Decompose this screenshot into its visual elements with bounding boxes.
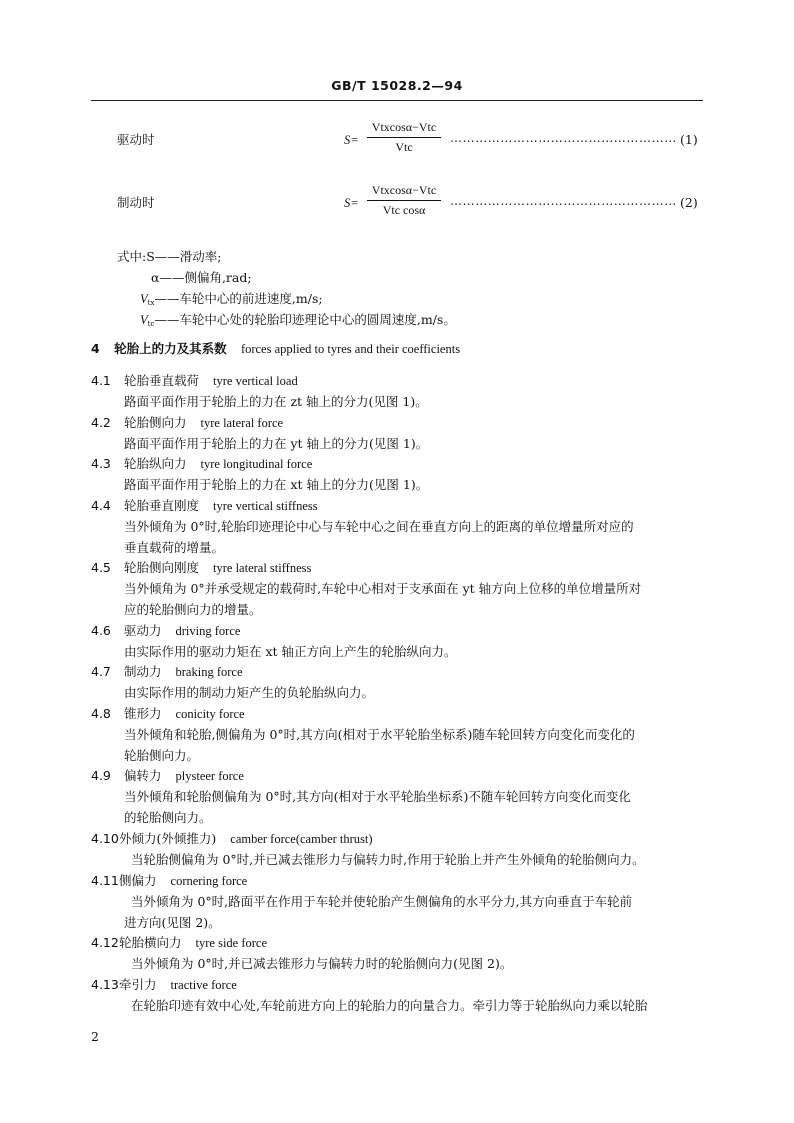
term-description-line: 路面平面作用于轮胎上的力在 yt 轴上的分力(见图 1)。 <box>124 436 429 451</box>
section-4-title-en: forces applied to tyres and their coefficients <box>240 342 461 356</box>
term-description-line: 当轮胎侧偏角为 0°时,并已减去锥形力与偏转力时,作用于轮胎上并产生外倾角的轮胎侧向力。 <box>131 852 645 867</box>
term-title <box>124 413 283 433</box>
term-title-en: tractive force <box>170 978 237 992</box>
term-description-line: 在轮胎印迹有效中心处,车轮前进方向上的轮胎力的向量合力。牵引力等于轮胎纵向力乘以轮胎 <box>131 998 648 1013</box>
eq2-number: (2) <box>680 195 698 210</box>
term-description-line: 当外倾角为 0°并承受规定的载荷时,车轮中心相对于支承面在 yt 轴方向上位移的单位增量所对 <box>124 581 642 596</box>
term-title-cn: 轮胎侧向刚度 <box>124 560 200 575</box>
term-title-cn: 侧偏力 <box>119 873 157 888</box>
term-number: 4.6 <box>91 623 111 638</box>
term-number: 4.3 <box>91 456 111 471</box>
term-description-line: 由实际作用的驱动力矩在 xt 轴正方向上产生的轮胎纵向力。 <box>124 644 457 659</box>
term-heading <box>91 704 111 724</box>
eq1-leader: ……………………………………………… <box>450 131 677 145</box>
term-heading <box>91 496 111 516</box>
header-rule <box>91 100 703 101</box>
symbol-list-s <box>117 247 222 267</box>
eq1-numerator: Vtxcosα−Vtc <box>371 120 437 134</box>
symbol-vtc: ——车轮中心处的轮胎印迹理论中心的圆周速度,m/s。 <box>154 312 456 327</box>
term-title-cn: 轮胎垂直载荷 <box>124 373 200 388</box>
eq2-lhs: S= <box>344 196 359 210</box>
term-title-cn: 外倾力(外倾推力) <box>119 831 217 846</box>
term-heading <box>91 558 111 578</box>
eq2-fraction <box>367 183 441 223</box>
term-description-line: 当外倾角为 0°时,轮胎印迹理论中心与车轮中心之间在垂直方向上的距离的单位增量所对应的 <box>124 519 634 534</box>
eq1-fraction <box>367 120 441 160</box>
eq2-fraction-bar <box>367 200 441 201</box>
term-title <box>124 371 298 391</box>
term-description-line: 轮胎侧向力。 <box>124 748 200 763</box>
eq1-fraction-bar <box>367 137 441 138</box>
term-title-en: braking force <box>175 665 243 679</box>
term-heading <box>91 371 111 391</box>
term-heading <box>91 454 111 474</box>
term-number: 4.7 <box>91 664 111 679</box>
term-heading <box>91 621 111 641</box>
term-description-line: 当外倾角和轮胎侧偏角为 0°时,其方向(相对于水平轮胎坐标系)不随车轮回转方向变化而变化 <box>124 789 631 804</box>
term-title <box>124 704 245 724</box>
section-4-number: 4 <box>91 341 100 356</box>
term-title-cn: 轮胎侧向力 <box>124 415 187 430</box>
term-title <box>124 496 318 516</box>
term-title <box>124 766 244 786</box>
term-description-line: 当外倾角和轮胎,侧偏角为 0°时,其方向(相对于水平轮胎坐标系)随车轮回转方向变化而变化的 <box>124 727 635 742</box>
term-number: 4.11 <box>91 873 119 888</box>
eq2-numerator: Vtxcosα−Vtc <box>371 183 437 197</box>
term-title-en: tyre longitudinal force <box>200 457 313 471</box>
term-title-en: cornering force <box>170 874 248 888</box>
section-4-title-cn: 轮胎上的力及其系数 <box>114 341 227 356</box>
term-heading <box>91 413 111 433</box>
term-title-en: tyre side force <box>195 936 268 950</box>
term-title-en: tyre lateral force <box>200 416 284 430</box>
term-title-en: tyre vertical load <box>213 374 298 388</box>
symbol-vtx-row: $V_{tx}——$车轮中心的前进速度,m/s; <box>140 291 323 307</box>
eq2-denominator: Vtc cosα <box>382 203 426 217</box>
symbol-intro: 式中: <box>117 249 147 264</box>
term-title <box>119 933 267 953</box>
term-title-cn: 轮胎纵向力 <box>124 456 187 471</box>
term-title-en: tyre vertical stiffness <box>213 499 318 513</box>
term-title <box>124 662 243 682</box>
term-description-line: 由实际作用的制动力矩产生的负轮胎纵向力。 <box>124 685 375 700</box>
term-description-line: 垂直载荷的增量。 <box>124 540 225 555</box>
term-description-line: 路面平面作用于轮胎上的力在 xt 轴上的分力(见图 1)。 <box>124 477 429 492</box>
symbol-alpha: α——侧偏角,rad; <box>151 270 252 285</box>
symbol-vtc-row: $V_{tc}——$车轮中心处的轮胎印迹理论中心的圆周速度,m/s。 <box>140 312 456 328</box>
page-number: 2 <box>91 1029 99 1044</box>
term-heading <box>91 662 111 682</box>
term-title <box>124 558 311 578</box>
term-title-cn: 制动力 <box>124 664 162 679</box>
term-description-line: 应的轮胎侧向力的增量。 <box>124 602 262 617</box>
term-title-cn: 轮胎横向力 <box>119 935 182 950</box>
term-title-en: driving force <box>175 624 241 638</box>
term-number: 4.13 <box>91 977 119 992</box>
term-title <box>124 454 312 474</box>
term-title-cn: 牵引力 <box>119 977 157 992</box>
term-number: 4.2 <box>91 415 111 430</box>
brake-label: 制动时 <box>117 195 155 210</box>
eq2-leader: ……………………………………………… <box>450 194 677 208</box>
term-description-line: 进方向(见图 2)。 <box>124 915 221 930</box>
term-heading <box>91 766 111 786</box>
term-title <box>119 975 237 995</box>
term-number: 4.4 <box>91 498 111 513</box>
term-title <box>119 871 247 891</box>
term-title <box>124 621 240 641</box>
term-number: 4.8 <box>91 706 111 721</box>
symbol-s: S——滑动率; <box>146 249 222 264</box>
term-title-cn: 轮胎垂直刚度 <box>124 498 200 513</box>
term-title-cn: 偏转力 <box>124 768 162 783</box>
section-4-heading <box>91 339 460 359</box>
term-heading <box>91 933 119 953</box>
term-number: 4.12 <box>91 935 119 950</box>
term-heading <box>91 975 119 995</box>
term-number: 4.1 <box>91 373 111 388</box>
term-description-line: 当外倾角为 0°时,并已减去锥形力与偏转力时的轮胎侧向力(见图 2)。 <box>131 956 513 971</box>
term-number: 4.5 <box>91 560 111 575</box>
term-title-en: plysteer force <box>175 769 244 783</box>
term-title-en: camber force(camber thrust) <box>230 832 373 846</box>
term-title-cn: 驱动力 <box>124 623 162 638</box>
term-heading <box>91 871 119 891</box>
running-header: GB/T 15028.2—94 <box>331 78 463 93</box>
eq1-lhs: S= <box>344 133 359 147</box>
term-number: 4.9 <box>91 768 111 783</box>
term-title-cn: 锥形力 <box>124 706 162 721</box>
symbol-vtx: ——车轮中心的前进速度,m/s; <box>154 291 323 306</box>
term-title-en: conicity force <box>175 707 245 721</box>
term-description-line: 路面平面作用于轮胎上的力在 zt 轴上的分力(见图 1)。 <box>124 394 428 409</box>
term-number: 4.10 <box>91 831 119 846</box>
term-title-en: tyre lateral stiffness <box>213 561 312 575</box>
term-title <box>119 829 373 849</box>
term-description-line: 的轮胎侧向力。 <box>124 810 212 825</box>
eq1-denominator: Vtc <box>395 140 413 154</box>
term-heading <box>91 829 119 849</box>
eq1-number: (1) <box>680 132 698 147</box>
term-description-line: 当外倾角为 0°时,路面平在作用于车轮并使轮胎产生侧偏角的水平分力,其方向垂直于车轮前 <box>131 894 633 909</box>
drive-label: 驱动时 <box>117 132 155 147</box>
